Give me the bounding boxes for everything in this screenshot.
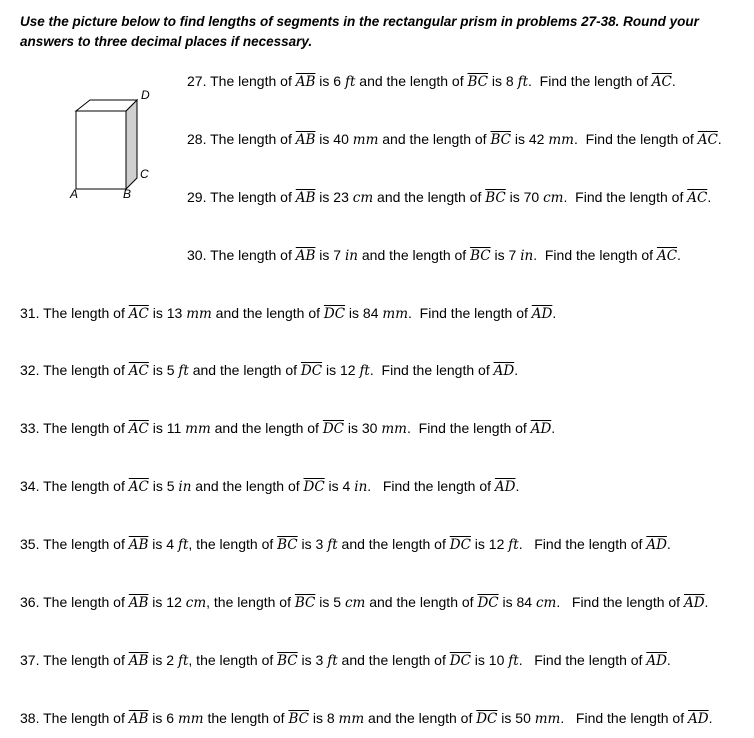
problem-text: and the length of: [373, 189, 486, 205]
unit: ft: [508, 537, 519, 553]
problem-text: The length of: [43, 420, 129, 436]
segment-bc: $\overline{BC}$: [277, 653, 298, 669]
problem-text: . Find the length of: [556, 594, 684, 610]
problem-text: . Find the length of: [533, 247, 657, 263]
problem-31: [20, 304, 556, 323]
problem-text: is 10: [470, 652, 509, 668]
problem-number: 35.: [20, 536, 44, 552]
problem-number: 33.: [20, 420, 44, 436]
problem-text: The length of: [210, 73, 296, 89]
problem-text: is 5: [315, 594, 345, 610]
segment-ac: $\overline{AC}$: [697, 132, 718, 148]
problem-text: .: [708, 710, 713, 726]
unit: mm: [534, 711, 561, 727]
segment-ad: $\overline{AD}$: [493, 363, 515, 379]
unit: cm: [185, 595, 207, 611]
segment-dc: $\overline{DC}$: [300, 363, 323, 379]
problem-number: 36.: [20, 594, 44, 610]
problem-text: is 40: [315, 131, 353, 147]
unit: ft: [508, 653, 519, 669]
problem-text: . Find the length of: [528, 73, 652, 89]
unit: mm: [548, 132, 574, 148]
problem-text: is 6: [315, 73, 345, 89]
prism-front-face: [76, 111, 126, 189]
problem-text: The length of: [43, 594, 129, 610]
problem-text: is 84: [345, 305, 383, 321]
problem-text: The length of: [210, 247, 296, 263]
prism-side-face: [126, 100, 137, 189]
unit: in: [178, 479, 192, 495]
segment-dc: $\overline{DC}$: [477, 595, 499, 611]
problem-text: , the length of: [188, 536, 278, 552]
unit: mm: [186, 306, 212, 322]
problem-number: 38.: [20, 710, 44, 726]
unit: cm: [535, 595, 557, 611]
unit: mm: [352, 132, 379, 148]
problem-text: is 3: [297, 536, 328, 552]
segment-dc: $\overline{DC}$: [323, 306, 346, 322]
segment-bc: $\overline{BC}$: [288, 711, 309, 727]
problem-text: is 8: [488, 73, 518, 89]
problem-text: is 7: [490, 247, 521, 263]
problem-text: and the length of: [211, 305, 324, 321]
problem-number: 31.: [20, 305, 44, 321]
unit: ft: [359, 363, 370, 379]
segment-ac: $\overline{AC}$: [128, 421, 149, 437]
problem-text: The length of: [43, 652, 129, 668]
problem-34: [20, 477, 519, 496]
segment-ad: $\overline{AD}$: [646, 653, 667, 669]
problem-text: is 12: [322, 362, 360, 378]
problem-36: [20, 593, 708, 612]
problem-number: 27.: [187, 73, 211, 89]
segment-ac: $\overline{AC}$: [656, 248, 678, 264]
problem-text: . Find the length of: [518, 652, 647, 668]
segment-ad: $\overline{AD}$: [683, 595, 705, 611]
segment-ac: $\overline{AC}$: [128, 363, 149, 379]
unit: in: [520, 248, 534, 264]
problem-30: [187, 246, 681, 265]
problem-text: . Find the length of: [518, 536, 647, 552]
problem-text: is 6: [148, 710, 178, 726]
problem-text: and the length of: [364, 710, 477, 726]
problem-text: is 12: [470, 536, 509, 552]
problem-text: The length of: [43, 362, 129, 378]
problem-number: 29.: [187, 189, 211, 205]
unit: mm: [382, 306, 409, 322]
problem-text: and the length of: [358, 247, 471, 263]
problem-text: and the length of: [337, 652, 450, 668]
segment-ab: $\overline{AB}$: [295, 248, 316, 264]
unit: cm: [543, 190, 564, 206]
segment-dc: $\overline{DC}$: [322, 421, 344, 437]
segment-bc: $\overline{BC}$: [277, 537, 298, 553]
problem-text: . Find the length of: [563, 189, 688, 205]
problem-text: .: [514, 362, 519, 378]
problem-text: and the length of: [191, 478, 304, 494]
problem-text: and the length of: [355, 73, 468, 89]
segment-bc: $\overline{BC}$: [467, 74, 489, 90]
problem-text: is 4: [148, 536, 178, 552]
unit: in: [354, 479, 368, 495]
problem-text: is 84: [498, 594, 536, 610]
problem-28: [187, 130, 722, 149]
problem-text: .: [717, 131, 722, 147]
unit: cm: [352, 190, 374, 206]
problem-number: 28.: [187, 131, 211, 147]
unit: mm: [177, 711, 204, 727]
problem-text: and the length of: [378, 131, 491, 147]
problem-37: [20, 651, 671, 670]
unit: ft: [177, 653, 189, 669]
segment-ad: $\overline{AD}$: [531, 306, 553, 322]
problem-27: [187, 72, 676, 91]
problem-35: [20, 535, 671, 554]
problem-text: is 42: [510, 131, 549, 147]
problem-text: .: [666, 536, 671, 552]
segment-dc: $\overline{DC}$: [476, 711, 498, 727]
segment-bc: $\overline{BC}$: [485, 190, 506, 206]
problem-text: . Find the length of: [560, 710, 688, 726]
problem-text: is 3: [297, 652, 328, 668]
unit: mm: [381, 421, 407, 437]
segment-bc: $\overline{BC}$: [294, 595, 316, 611]
unit: ft: [327, 537, 338, 553]
problem-text: .: [704, 594, 709, 610]
label-c: C: [140, 167, 149, 181]
label-b: B: [123, 187, 132, 201]
segment-ad: $\overline{AD}$: [494, 479, 516, 495]
problem-text: The length of: [43, 305, 129, 321]
rectangular-prism-figure: [62, 84, 162, 204]
segment-ac: $\overline{AC}$: [687, 190, 708, 206]
problem-text: is 50: [497, 710, 535, 726]
unit: ft: [344, 74, 356, 90]
unit: in: [344, 248, 358, 264]
prism-top-face: [76, 100, 137, 111]
problem-text: , the length of: [188, 652, 278, 668]
segment-ac: $\overline{AC}$: [128, 306, 149, 322]
segment-bc: $\overline{BC}$: [490, 132, 511, 148]
unit: mm: [185, 421, 211, 437]
problem-text: . Find the length of: [369, 362, 494, 378]
label-a: A: [70, 187, 79, 201]
segment-ac: $\overline{AC}$: [651, 74, 672, 90]
problem-text: is 13: [148, 305, 187, 321]
problem-text: the length of: [203, 710, 289, 726]
problem-text: and the length of: [365, 594, 478, 610]
segment-ab: $\overline{AB}$: [128, 595, 149, 611]
unit: ft: [177, 537, 189, 553]
problem-text: .: [551, 420, 556, 436]
problem-text: is 30: [344, 420, 382, 436]
segment-ad: $\overline{AD}$: [688, 711, 709, 727]
unit: ft: [517, 74, 529, 90]
segment-ab: $\overline{AB}$: [128, 711, 149, 727]
problem-text: .: [677, 247, 681, 263]
problem-38: [20, 709, 712, 728]
problem-text: and the length of: [210, 420, 323, 436]
problem-number: 32.: [20, 362, 44, 378]
problem-text: The length of: [43, 710, 129, 726]
problem-text: is 5: [148, 478, 179, 494]
segment-ab: $\overline{AB}$: [295, 132, 316, 148]
problem-text: is 8: [308, 710, 339, 726]
problem-text: .: [515, 478, 520, 494]
problem-text: is 5: [148, 362, 179, 378]
segment-ab: $\overline{AB}$: [128, 537, 149, 553]
problem-text: is 12: [148, 594, 186, 610]
problem-text: . Find the length of: [573, 131, 698, 147]
problem-text: is 2: [148, 652, 178, 668]
unit: ft: [178, 363, 189, 379]
segment-ad: $\overline{AD}$: [646, 537, 667, 553]
problem-number: 34.: [20, 478, 44, 494]
problem-text: . Find the length of: [406, 420, 531, 436]
problem-text: is 70: [505, 189, 544, 205]
instructions: Use the picture below to find lengths of segments in the rectangular prism in problems 27-38. Round your answers to three decimal places if necessary.: [20, 14, 699, 49]
problem-text: .: [671, 73, 676, 89]
problem-29: [187, 188, 711, 207]
problem-text: .: [666, 652, 671, 668]
segment-dc: $\overline{DC}$: [449, 537, 471, 553]
problem-text: is 23: [315, 189, 353, 205]
segment-ab: $\overline{AB}$: [128, 653, 149, 669]
problem-number: 37.: [20, 652, 44, 668]
segment-ad: $\overline{AD}$: [530, 421, 552, 437]
segment-ab: $\overline{AB}$: [295, 74, 316, 90]
problem-text: . Find the length of: [408, 305, 532, 321]
problem-text: is 7: [315, 247, 345, 263]
problem-text: . Find the length of: [367, 478, 495, 494]
unit: ft: [327, 653, 338, 669]
segment-ac: $\overline{AC}$: [128, 479, 149, 495]
segment-bc: $\overline{BC}$: [470, 248, 491, 264]
problem-number: 30.: [187, 247, 211, 263]
problem-text: is 11: [148, 420, 186, 436]
problem-text: and the length of: [337, 536, 450, 552]
label-d: D: [141, 88, 150, 102]
segment-ab: $\overline{AB}$: [295, 190, 316, 206]
problem-text: .: [707, 189, 712, 205]
segment-dc: $\overline{DC}$: [303, 479, 325, 495]
problem-text: The length of: [210, 189, 296, 205]
problem-text: , the length of: [206, 594, 295, 610]
problem-text: The length of: [43, 536, 129, 552]
segment-dc: $\overline{DC}$: [449, 653, 471, 669]
problem-text: and the length of: [188, 362, 301, 378]
problem-32: [20, 361, 518, 380]
unit: mm: [338, 711, 365, 727]
problem-text: The length of: [210, 131, 296, 147]
problem-text: is 4: [324, 478, 355, 494]
problem-text: .: [552, 305, 557, 321]
problem-text: The length of: [43, 478, 129, 494]
unit: cm: [344, 595, 366, 611]
problem-33: [20, 419, 555, 438]
